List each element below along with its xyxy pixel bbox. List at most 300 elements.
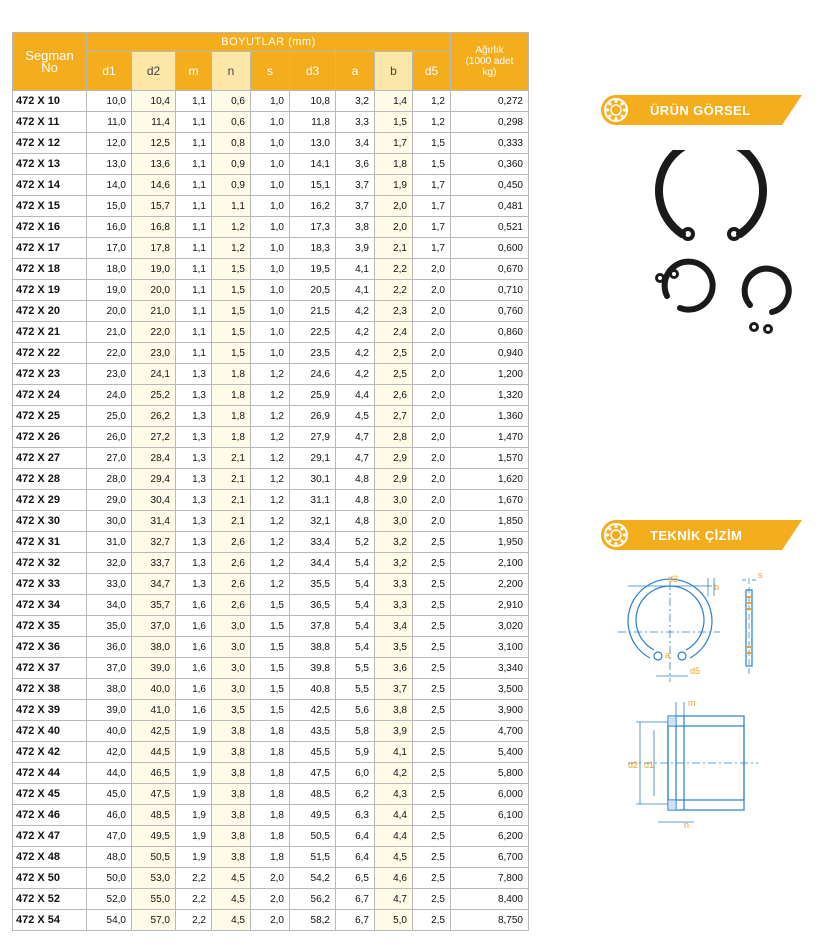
cell-b: 4,3 (375, 784, 413, 805)
cell-d1: 22,0 (87, 343, 132, 364)
cell-a: 3,3 (336, 112, 375, 133)
cell-weight: 0,710 (451, 280, 529, 301)
cell-weight: 1,950 (451, 532, 529, 553)
cell-d3: 45,5 (290, 742, 336, 763)
cell-segman-no: 472 X 16 (13, 217, 87, 238)
cell-b: 3,7 (375, 679, 413, 700)
cell-n: 3,8 (212, 847, 251, 868)
cell-a: 4,8 (336, 511, 375, 532)
cell-n: 3,0 (212, 679, 251, 700)
cell-d1: 34,0 (87, 595, 132, 616)
cell-s: 1,0 (251, 217, 290, 238)
cell-weight: 2,910 (451, 595, 529, 616)
cell-d1: 21,0 (87, 322, 132, 343)
cell-d2: 19,0 (132, 259, 176, 280)
cell-n: 1,8 (212, 427, 251, 448)
cell-weight: 0,521 (451, 217, 529, 238)
cell-d2: 29,4 (132, 469, 176, 490)
cell-b: 3,9 (375, 721, 413, 742)
table-row (13, 112, 529, 133)
cell-segman-no: 472 X 22 (13, 343, 87, 364)
cell-s: 1,2 (251, 511, 290, 532)
cell-d2: 38,0 (132, 637, 176, 658)
cell-segman-no: 472 X 27 (13, 448, 87, 469)
table-row (13, 238, 529, 259)
cell-d3: 30,1 (290, 469, 336, 490)
cell-s: 1,2 (251, 364, 290, 385)
cell-a: 4,8 (336, 469, 375, 490)
cell-weight: 3,900 (451, 700, 529, 721)
cell-b: 2,8 (375, 427, 413, 448)
header-col-b: b (375, 52, 413, 91)
cell-d3: 15,1 (290, 175, 336, 196)
cell-b: 3,8 (375, 700, 413, 721)
cell-weight: 5,800 (451, 763, 529, 784)
table-row (13, 259, 529, 280)
drawing-ring-view (608, 566, 778, 690)
cell-s: 1,2 (251, 385, 290, 406)
cell-d5: 2,0 (413, 322, 451, 343)
cell-segman-no: 472 X 21 (13, 322, 87, 343)
table-row (13, 196, 529, 217)
cell-a: 3,7 (336, 196, 375, 217)
cell-a: 5,5 (336, 679, 375, 700)
cell-weight: 1,850 (451, 511, 529, 532)
cell-d1: 27,0 (87, 448, 132, 469)
cell-n: 0,6 (212, 112, 251, 133)
cell-d2: 20,0 (132, 280, 176, 301)
cell-d1: 12,0 (87, 133, 132, 154)
cell-m: 1,6 (176, 616, 212, 637)
cell-b: 2,5 (375, 364, 413, 385)
cell-d3: 26,9 (290, 406, 336, 427)
cell-d1: 40,0 (87, 721, 132, 742)
cell-n: 2,1 (212, 490, 251, 511)
cell-s: 1,0 (251, 91, 290, 112)
cell-segman-no: 472 X 54 (13, 910, 87, 931)
cell-d1: 33,0 (87, 574, 132, 595)
cell-weight: 2,100 (451, 553, 529, 574)
cell-s: 1,5 (251, 616, 290, 637)
cell-d5: 2,5 (413, 868, 451, 889)
cell-m: 2,2 (176, 889, 212, 910)
cell-d1: 50,0 (87, 868, 132, 889)
cell-d1: 52,0 (87, 889, 132, 910)
cell-s: 1,2 (251, 553, 290, 574)
cell-d2: 37,0 (132, 616, 176, 637)
cell-n: 4,5 (212, 889, 251, 910)
cell-m: 1,3 (176, 364, 212, 385)
cell-m: 1,6 (176, 658, 212, 679)
cell-d3: 51,5 (290, 847, 336, 868)
cell-m: 1,1 (176, 343, 212, 364)
cell-d2: 14,6 (132, 175, 176, 196)
cell-d5: 2,5 (413, 847, 451, 868)
cell-a: 6,7 (336, 889, 375, 910)
cell-s: 1,5 (251, 679, 290, 700)
label-b: b (714, 582, 720, 592)
technical-drawing-title: TEKNİK ÇİZİM (650, 528, 743, 543)
cell-m: 1,3 (176, 511, 212, 532)
cell-d3: 49,5 (290, 805, 336, 826)
cell-d2: 49,5 (132, 826, 176, 847)
cell-weight: 0,940 (451, 343, 529, 364)
cell-b: 2,0 (375, 217, 413, 238)
cell-d3: 13,0 (290, 133, 336, 154)
cell-d3: 43,5 (290, 721, 336, 742)
cell-n: 1,1 (212, 196, 251, 217)
cell-weight: 3,100 (451, 637, 529, 658)
cell-a: 6,3 (336, 805, 375, 826)
cell-b: 1,4 (375, 91, 413, 112)
cell-weight: 1,360 (451, 406, 529, 427)
cell-d3: 48,5 (290, 784, 336, 805)
cell-d5: 1,2 (413, 112, 451, 133)
cell-d2: 44,5 (132, 742, 176, 763)
table-row (13, 889, 529, 910)
cell-d2: 39,0 (132, 658, 176, 679)
cell-d1: 48,0 (87, 847, 132, 868)
table-row (13, 364, 529, 385)
cell-d5: 2,5 (413, 637, 451, 658)
table-row (13, 616, 529, 637)
cell-d5: 2,0 (413, 490, 451, 511)
cell-segman-no: 472 X 18 (13, 259, 87, 280)
cell-s: 1,8 (251, 784, 290, 805)
cell-n: 2,6 (212, 553, 251, 574)
cell-b: 4,6 (375, 868, 413, 889)
cell-d5: 2,5 (413, 784, 451, 805)
cell-m: 1,1 (176, 112, 212, 133)
cell-d1: 39,0 (87, 700, 132, 721)
cell-weight: 0,360 (451, 154, 529, 175)
cell-d3: 27,9 (290, 427, 336, 448)
cell-d5: 2,0 (413, 511, 451, 532)
cell-weight: 5,400 (451, 742, 529, 763)
cell-b: 2,6 (375, 385, 413, 406)
header-col-d2: d2 (132, 52, 176, 91)
cell-d3: 17,3 (290, 217, 336, 238)
cell-weight: 3,340 (451, 658, 529, 679)
cell-a: 5,8 (336, 721, 375, 742)
cell-m: 2,2 (176, 910, 212, 931)
cell-m: 1,3 (176, 532, 212, 553)
cell-d3: 19,5 (290, 259, 336, 280)
cell-s: 1,8 (251, 847, 290, 868)
cell-b: 2,2 (375, 259, 413, 280)
cell-d2: 42,5 (132, 721, 176, 742)
cell-d2: 15,7 (132, 196, 176, 217)
cell-d5: 2,5 (413, 679, 451, 700)
cell-n: 1,5 (212, 301, 251, 322)
cell-weight: 1,570 (451, 448, 529, 469)
cell-b: 4,2 (375, 763, 413, 784)
cell-d5: 2,5 (413, 742, 451, 763)
cell-segman-no: 472 X 10 (13, 91, 87, 112)
cell-d3: 58,2 (290, 910, 336, 931)
cell-a: 5,4 (336, 553, 375, 574)
cell-b: 2,2 (375, 280, 413, 301)
cell-b: 4,7 (375, 889, 413, 910)
cell-n: 0,9 (212, 154, 251, 175)
cell-d3: 22,5 (290, 322, 336, 343)
cell-segman-no: 472 X 33 (13, 574, 87, 595)
cell-a: 4,2 (336, 301, 375, 322)
cell-m: 1,3 (176, 406, 212, 427)
cell-n: 2,1 (212, 469, 251, 490)
cell-d5: 2,5 (413, 721, 451, 742)
cell-a: 5,5 (336, 658, 375, 679)
cell-segman-no: 472 X 37 (13, 658, 87, 679)
cell-a: 4,2 (336, 343, 375, 364)
cell-s: 1,0 (251, 133, 290, 154)
cell-n: 1,8 (212, 385, 251, 406)
cell-a: 4,2 (336, 364, 375, 385)
header-col-s: s (251, 52, 290, 91)
cell-b: 2,0 (375, 196, 413, 217)
cell-d2: 33,7 (132, 553, 176, 574)
cell-s: 1,5 (251, 637, 290, 658)
cell-n: 3,8 (212, 721, 251, 742)
cell-b: 3,2 (375, 532, 413, 553)
cell-s: 2,0 (251, 889, 290, 910)
cell-s: 1,5 (251, 700, 290, 721)
cell-weight: 0,333 (451, 133, 529, 154)
table-row (13, 469, 529, 490)
cell-weight: 1,620 (451, 469, 529, 490)
cell-s: 1,0 (251, 280, 290, 301)
cell-segman-no: 472 X 28 (13, 469, 87, 490)
cell-m: 1,1 (176, 238, 212, 259)
cell-m: 1,3 (176, 469, 212, 490)
cell-d1: 15,0 (87, 196, 132, 217)
table-row (13, 847, 529, 868)
cell-b: 4,4 (375, 826, 413, 847)
cell-d5: 2,5 (413, 910, 451, 931)
cell-segman-no: 472 X 36 (13, 637, 87, 658)
cell-d1: 54,0 (87, 910, 132, 931)
cell-weight: 1,470 (451, 427, 529, 448)
cell-b: 3,6 (375, 658, 413, 679)
cell-d5: 2,0 (413, 364, 451, 385)
cell-d3: 11,8 (290, 112, 336, 133)
cell-d2: 26,2 (132, 406, 176, 427)
cell-m: 1,1 (176, 154, 212, 175)
cell-d3: 24,6 (290, 364, 336, 385)
cell-m: 1,1 (176, 280, 212, 301)
cell-m: 1,9 (176, 721, 212, 742)
cell-segman-no: 472 X 38 (13, 679, 87, 700)
label-d1: d1 (644, 760, 655, 770)
cell-s: 1,8 (251, 805, 290, 826)
cell-d1: 13,0 (87, 154, 132, 175)
cell-d1: 19,0 (87, 280, 132, 301)
cell-d3: 54,2 (290, 868, 336, 889)
table-row (13, 658, 529, 679)
table-row (13, 700, 529, 721)
cell-d5: 2,0 (413, 301, 451, 322)
cell-d1: 11,0 (87, 112, 132, 133)
cell-weight: 6,100 (451, 805, 529, 826)
cell-a: 4,4 (336, 385, 375, 406)
cell-d2: 53,0 (132, 868, 176, 889)
cell-s: 1,8 (251, 826, 290, 847)
cell-a: 6,2 (336, 784, 375, 805)
cell-d5: 1,7 (413, 217, 451, 238)
cell-weight: 8,400 (451, 889, 529, 910)
cell-a: 3,6 (336, 154, 375, 175)
table-row (13, 763, 529, 784)
cell-s: 1,2 (251, 490, 290, 511)
cell-m: 1,1 (176, 259, 212, 280)
product-image-title: ÜRÜN GÖRSEL (650, 103, 751, 118)
cell-b: 2,9 (375, 469, 413, 490)
cell-d1: 31,0 (87, 532, 132, 553)
cell-d3: 36,5 (290, 595, 336, 616)
cell-segman-no: 472 X 46 (13, 805, 87, 826)
cell-a: 6,7 (336, 910, 375, 931)
cell-s: 1,0 (251, 175, 290, 196)
cell-d3: 23,5 (290, 343, 336, 364)
table-row (13, 595, 529, 616)
cell-m: 1,9 (176, 763, 212, 784)
cell-weight: 0,272 (451, 91, 529, 112)
table-row (13, 427, 529, 448)
cell-m: 1,3 (176, 448, 212, 469)
product-photo (632, 150, 792, 350)
cell-d3: 38,8 (290, 637, 336, 658)
cell-n: 3,8 (212, 742, 251, 763)
cell-segman-no: 472 X 15 (13, 196, 87, 217)
cell-weight: 1,200 (451, 364, 529, 385)
cell-a: 3,9 (336, 238, 375, 259)
table-row (13, 532, 529, 553)
cell-segman-no: 472 X 19 (13, 280, 87, 301)
drawing-section-view (608, 694, 778, 834)
cell-d2: 57,0 (132, 910, 176, 931)
cell-a: 5,4 (336, 616, 375, 637)
header-col-a: a (336, 52, 375, 91)
cell-n: 1,5 (212, 343, 251, 364)
cell-d1: 17,0 (87, 238, 132, 259)
cell-d5: 2,5 (413, 574, 451, 595)
cell-d2: 25,2 (132, 385, 176, 406)
cell-b: 1,8 (375, 154, 413, 175)
table-row (13, 910, 529, 931)
table-row (13, 574, 529, 595)
cell-n: 1,8 (212, 364, 251, 385)
cell-d2: 11,4 (132, 112, 176, 133)
table-row (13, 826, 529, 847)
cell-a: 4,5 (336, 406, 375, 427)
cell-b: 3,3 (375, 595, 413, 616)
cell-m: 1,9 (176, 847, 212, 868)
cell-s: 1,0 (251, 322, 290, 343)
cell-m: 1,1 (176, 175, 212, 196)
cell-m: 1,1 (176, 217, 212, 238)
table-row (13, 406, 529, 427)
cell-m: 1,1 (176, 322, 212, 343)
cell-weight: 3,020 (451, 616, 529, 637)
cell-d2: 22,0 (132, 322, 176, 343)
table-row (13, 637, 529, 658)
cell-n: 3,8 (212, 763, 251, 784)
header-weight: Ağırlık (1000 adet kg) (451, 33, 529, 91)
cell-d1: 42,0 (87, 742, 132, 763)
cell-d5: 2,5 (413, 805, 451, 826)
cell-d3: 39,8 (290, 658, 336, 679)
cell-d2: 10,4 (132, 91, 176, 112)
cell-d5: 1,7 (413, 238, 451, 259)
cell-d1: 30,0 (87, 511, 132, 532)
cell-segman-no: 472 X 42 (13, 742, 87, 763)
cell-b: 3,4 (375, 616, 413, 637)
cell-a: 3,4 (336, 133, 375, 154)
cell-weight: 6,700 (451, 847, 529, 868)
cell-segman-no: 472 X 26 (13, 427, 87, 448)
cell-s: 1,2 (251, 427, 290, 448)
cell-d5: 2,0 (413, 259, 451, 280)
cell-weight: 2,200 (451, 574, 529, 595)
cell-weight: 1,320 (451, 385, 529, 406)
cell-n: 3,5 (212, 700, 251, 721)
cell-weight: 6,200 (451, 826, 529, 847)
table-row (13, 343, 529, 364)
table-row (13, 721, 529, 742)
cell-segman-no: 472 X 14 (13, 175, 87, 196)
cell-d3: 42,5 (290, 700, 336, 721)
cell-m: 1,6 (176, 679, 212, 700)
cell-d1: 16,0 (87, 217, 132, 238)
cell-d5: 2,0 (413, 343, 451, 364)
cell-m: 1,9 (176, 784, 212, 805)
table-row (13, 868, 529, 889)
cell-a: 5,4 (336, 637, 375, 658)
cell-s: 1,0 (251, 301, 290, 322)
cell-n: 2,6 (212, 574, 251, 595)
cell-b: 1,9 (375, 175, 413, 196)
cell-n: 3,8 (212, 784, 251, 805)
cell-d1: 46,0 (87, 805, 132, 826)
table-row (13, 91, 529, 112)
cell-b: 3,2 (375, 553, 413, 574)
cell-segman-no: 472 X 11 (13, 112, 87, 133)
cell-d1: 36,0 (87, 637, 132, 658)
cell-segman-no: 472 X 29 (13, 490, 87, 511)
cell-m: 1,9 (176, 742, 212, 763)
cell-weight: 0,600 (451, 238, 529, 259)
cell-m: 2,2 (176, 868, 212, 889)
cell-m: 1,6 (176, 700, 212, 721)
cell-n: 4,5 (212, 868, 251, 889)
cell-a: 5,4 (336, 574, 375, 595)
cell-n: 4,5 (212, 910, 251, 931)
cell-a: 3,7 (336, 175, 375, 196)
cell-n: 2,1 (212, 511, 251, 532)
cell-n: 3,8 (212, 805, 251, 826)
cell-n: 2,6 (212, 532, 251, 553)
table-row (13, 742, 529, 763)
cell-segman-no: 472 X 24 (13, 385, 87, 406)
cell-d1: 29,0 (87, 490, 132, 511)
cell-n: 1,8 (212, 406, 251, 427)
cell-d2: 17,8 (132, 238, 176, 259)
cell-n: 0,6 (212, 91, 251, 112)
cell-s: 2,0 (251, 868, 290, 889)
cell-n: 0,8 (212, 133, 251, 154)
cell-a: 5,2 (336, 532, 375, 553)
cell-d1: 23,0 (87, 364, 132, 385)
